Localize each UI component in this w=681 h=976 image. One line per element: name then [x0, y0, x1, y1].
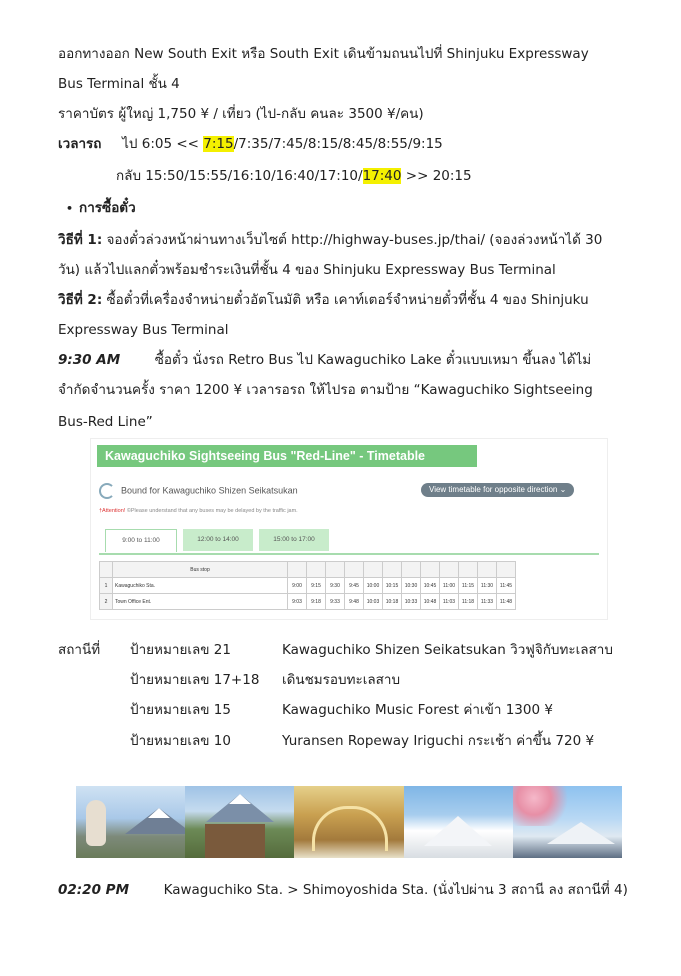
stations-label: สถานีที่ [58, 642, 101, 658]
method-1-cont: วัน) แล้วไปแลกตั๋วพร้อมชำระเงินที่ชั้น 4 ของ Shinjuku Expressway Bus Terminal [58, 262, 556, 278]
time-220-label: 02:20 PM [58, 882, 130, 898]
method-1-line [58, 230, 602, 250]
station-stop: ป้ายหมายเลข 17+18 [130, 672, 260, 688]
photo-cherry-blossom-fuji [513, 786, 622, 858]
row-time: 9:15 [307, 578, 326, 594]
back-prefix: กลับ 15:50/15:55/16:10/16:40/17:10/ [116, 168, 363, 184]
station-desc: Kawaguchiko Shizen Seikatsukan วิวฟูจิกับทะเลสาบ [282, 642, 613, 658]
row-stop: Kawaguchiko Sta. [113, 578, 288, 594]
row-time: 9:30 [326, 578, 345, 594]
time-930-line [58, 350, 591, 370]
attention-note [99, 508, 298, 514]
tab-midday[interactable]: 12:00 to 14:00 [183, 529, 253, 551]
station-stop: ป้ายหมายเลข 10 [130, 733, 231, 749]
text-line-price: ราคาบัตร ผู้ใหญ่ 1,750 ¥ / เที่ยว (ไป-กลับ คนละ 3500 ¥/คน) [58, 106, 424, 122]
station-desc: Yuransen Ropeway Iriguchi กระเช้า ค่าขึ้น 720 ¥ [282, 733, 595, 749]
row-time: 9:18 [307, 594, 326, 610]
tab-morning[interactable]: 9:00 to 11:00 [105, 529, 177, 552]
purchase-heading [66, 198, 136, 219]
method-1-label: วิธีที่ 1: [58, 232, 103, 248]
text-line-exit: ออกทางออก New South Exit หรือ South Exit เดินข้ามถนนไปที่ Shinjuku Expressway [58, 46, 589, 62]
view-opposite-label: View timetable for opposite direction [429, 485, 558, 494]
row-time: 10:45 [421, 578, 440, 594]
view-opposite-button[interactable] [421, 483, 574, 497]
row-time: 11:45 [497, 578, 516, 594]
timetable-image [90, 438, 608, 620]
station-desc: Kawaguchiko Music Forest ค่าเข้า 1300 ¥ [282, 702, 553, 718]
schedule-back-line [116, 166, 472, 186]
row-number: 2 [100, 594, 113, 610]
row-time: 10:48 [421, 594, 440, 610]
row-time: 9:03 [288, 594, 307, 610]
back-suffix: >> 20:15 [401, 168, 472, 184]
method-2-cont: Expressway Bus Terminal [58, 322, 229, 338]
method-2-label: วิธีที่ 2: [58, 292, 103, 308]
photo-strip [76, 786, 622, 858]
row-time: 10:15 [383, 578, 402, 594]
row-time: 11:00 [440, 578, 459, 594]
table-header-row [100, 562, 516, 578]
time-930-label: 9:30 AM [58, 352, 121, 368]
table-row [100, 594, 516, 610]
purchase-heading-text: การซื้อตั๋ว [79, 200, 136, 216]
attention-label: †Attention! [99, 508, 126, 514]
schedule-go-line [58, 134, 443, 154]
row-time: 10:30 [402, 578, 421, 594]
tab-afternoon[interactable]: 15:00 to 17:00 [259, 529, 329, 551]
row-time: 11:18 [459, 594, 478, 610]
row-number: 1 [100, 578, 113, 594]
refresh-icon [99, 483, 115, 499]
time-930-cont2: Bus-Red Line” [58, 414, 153, 430]
row-time: 11:33 [478, 594, 497, 610]
time-930-cont1: จำกัดจำนวนครั้ง ราคา 1200 ¥ เวลารอรถ ให้ไปรอ ตามป้าย “Kawaguchiko Sightseeing [58, 382, 593, 398]
text-line-terminal: Bus Terminal ชั้น 4 [58, 76, 180, 92]
row-time: 9:45 [345, 578, 364, 594]
timetable-bound [99, 483, 298, 499]
back-highlight: 17:40 [362, 168, 402, 184]
go-suffix: /7:35/7:45/8:15/8:45/8:55/9:15 [233, 136, 443, 152]
chevron-down-icon: ⌄ [559, 485, 567, 494]
row-time: 10:03 [364, 594, 383, 610]
method-2-line [58, 290, 589, 310]
timetable-tabs [99, 529, 599, 555]
timetable-table [99, 561, 516, 610]
row-time: 9:48 [345, 594, 364, 610]
row-time: 10:18 [383, 594, 402, 610]
go-highlight: 7:15 [203, 136, 234, 152]
row-time: 9:00 [288, 578, 307, 594]
table-row [100, 578, 516, 594]
photo-music-forest [294, 786, 403, 858]
row-time: 11:15 [459, 578, 478, 594]
station-stop: ป้ายหมายเลข 15 [130, 702, 231, 718]
row-time: 11:03 [440, 594, 459, 610]
station-stop: ป้ายหมายเลข 21 [130, 642, 231, 658]
station-desc: เดินชมรอบทะเลสาบ [282, 672, 401, 688]
time-220-text: Kawaguchiko Sta. > Shimoyoshida Sta. (นั่งไปผ่าน 3 สถานี ลง สถานีที่ 4) [163, 882, 628, 898]
photo-fuji-village [185, 786, 294, 858]
bus-stop-header: Bus stop [113, 562, 288, 578]
go-prefix: ไป 6:05 << [122, 136, 204, 152]
timetable-bound-text: Bound for Kawaguchiko Shizen Seikatsukan [121, 485, 298, 496]
time-930-text: ซื้อตั๋ว นั่งรถ Retro Bus ไป Kawaguchiko Lake ตั๋วแบบเหมา ขึ้นลง ได้ไม่ [154, 352, 592, 368]
photo-rabbit-fuji [76, 786, 185, 858]
time-220-line [58, 880, 628, 900]
attention-text: ©Please understand that any buses may be delayed by the traffic jam. [125, 508, 298, 514]
bullet-icon: • [66, 202, 74, 215]
timetable-header: Kawaguchiko Sightseeing Bus "Red-Line" - Timetable [97, 445, 477, 467]
row-time: 11:48 [497, 594, 516, 610]
row-time: 10:00 [364, 578, 383, 594]
photo-snowy-fuji [404, 786, 513, 858]
schedule-label: เวลารถ [58, 136, 102, 152]
row-time: 10:33 [402, 594, 421, 610]
method-2-text: ซื้อตั๋วที่เครื่องจำหน่ายตั๋วอัตโนมัติ หรือ เคาท์เตอร์จำหน่ายตั๋วที่ชั้น 4 ของ Shinjuku [102, 292, 589, 308]
method-1-text: จองตั๋วล่วงหน้าผ่านทางเว็บไซต์ http://highway-buses.jp/thai/ (จองล่วงหน้าได้ 30 [102, 232, 603, 248]
row-time: 9:33 [326, 594, 345, 610]
row-stop: Town Office Ent. [113, 594, 288, 610]
row-time: 11:30 [478, 578, 497, 594]
